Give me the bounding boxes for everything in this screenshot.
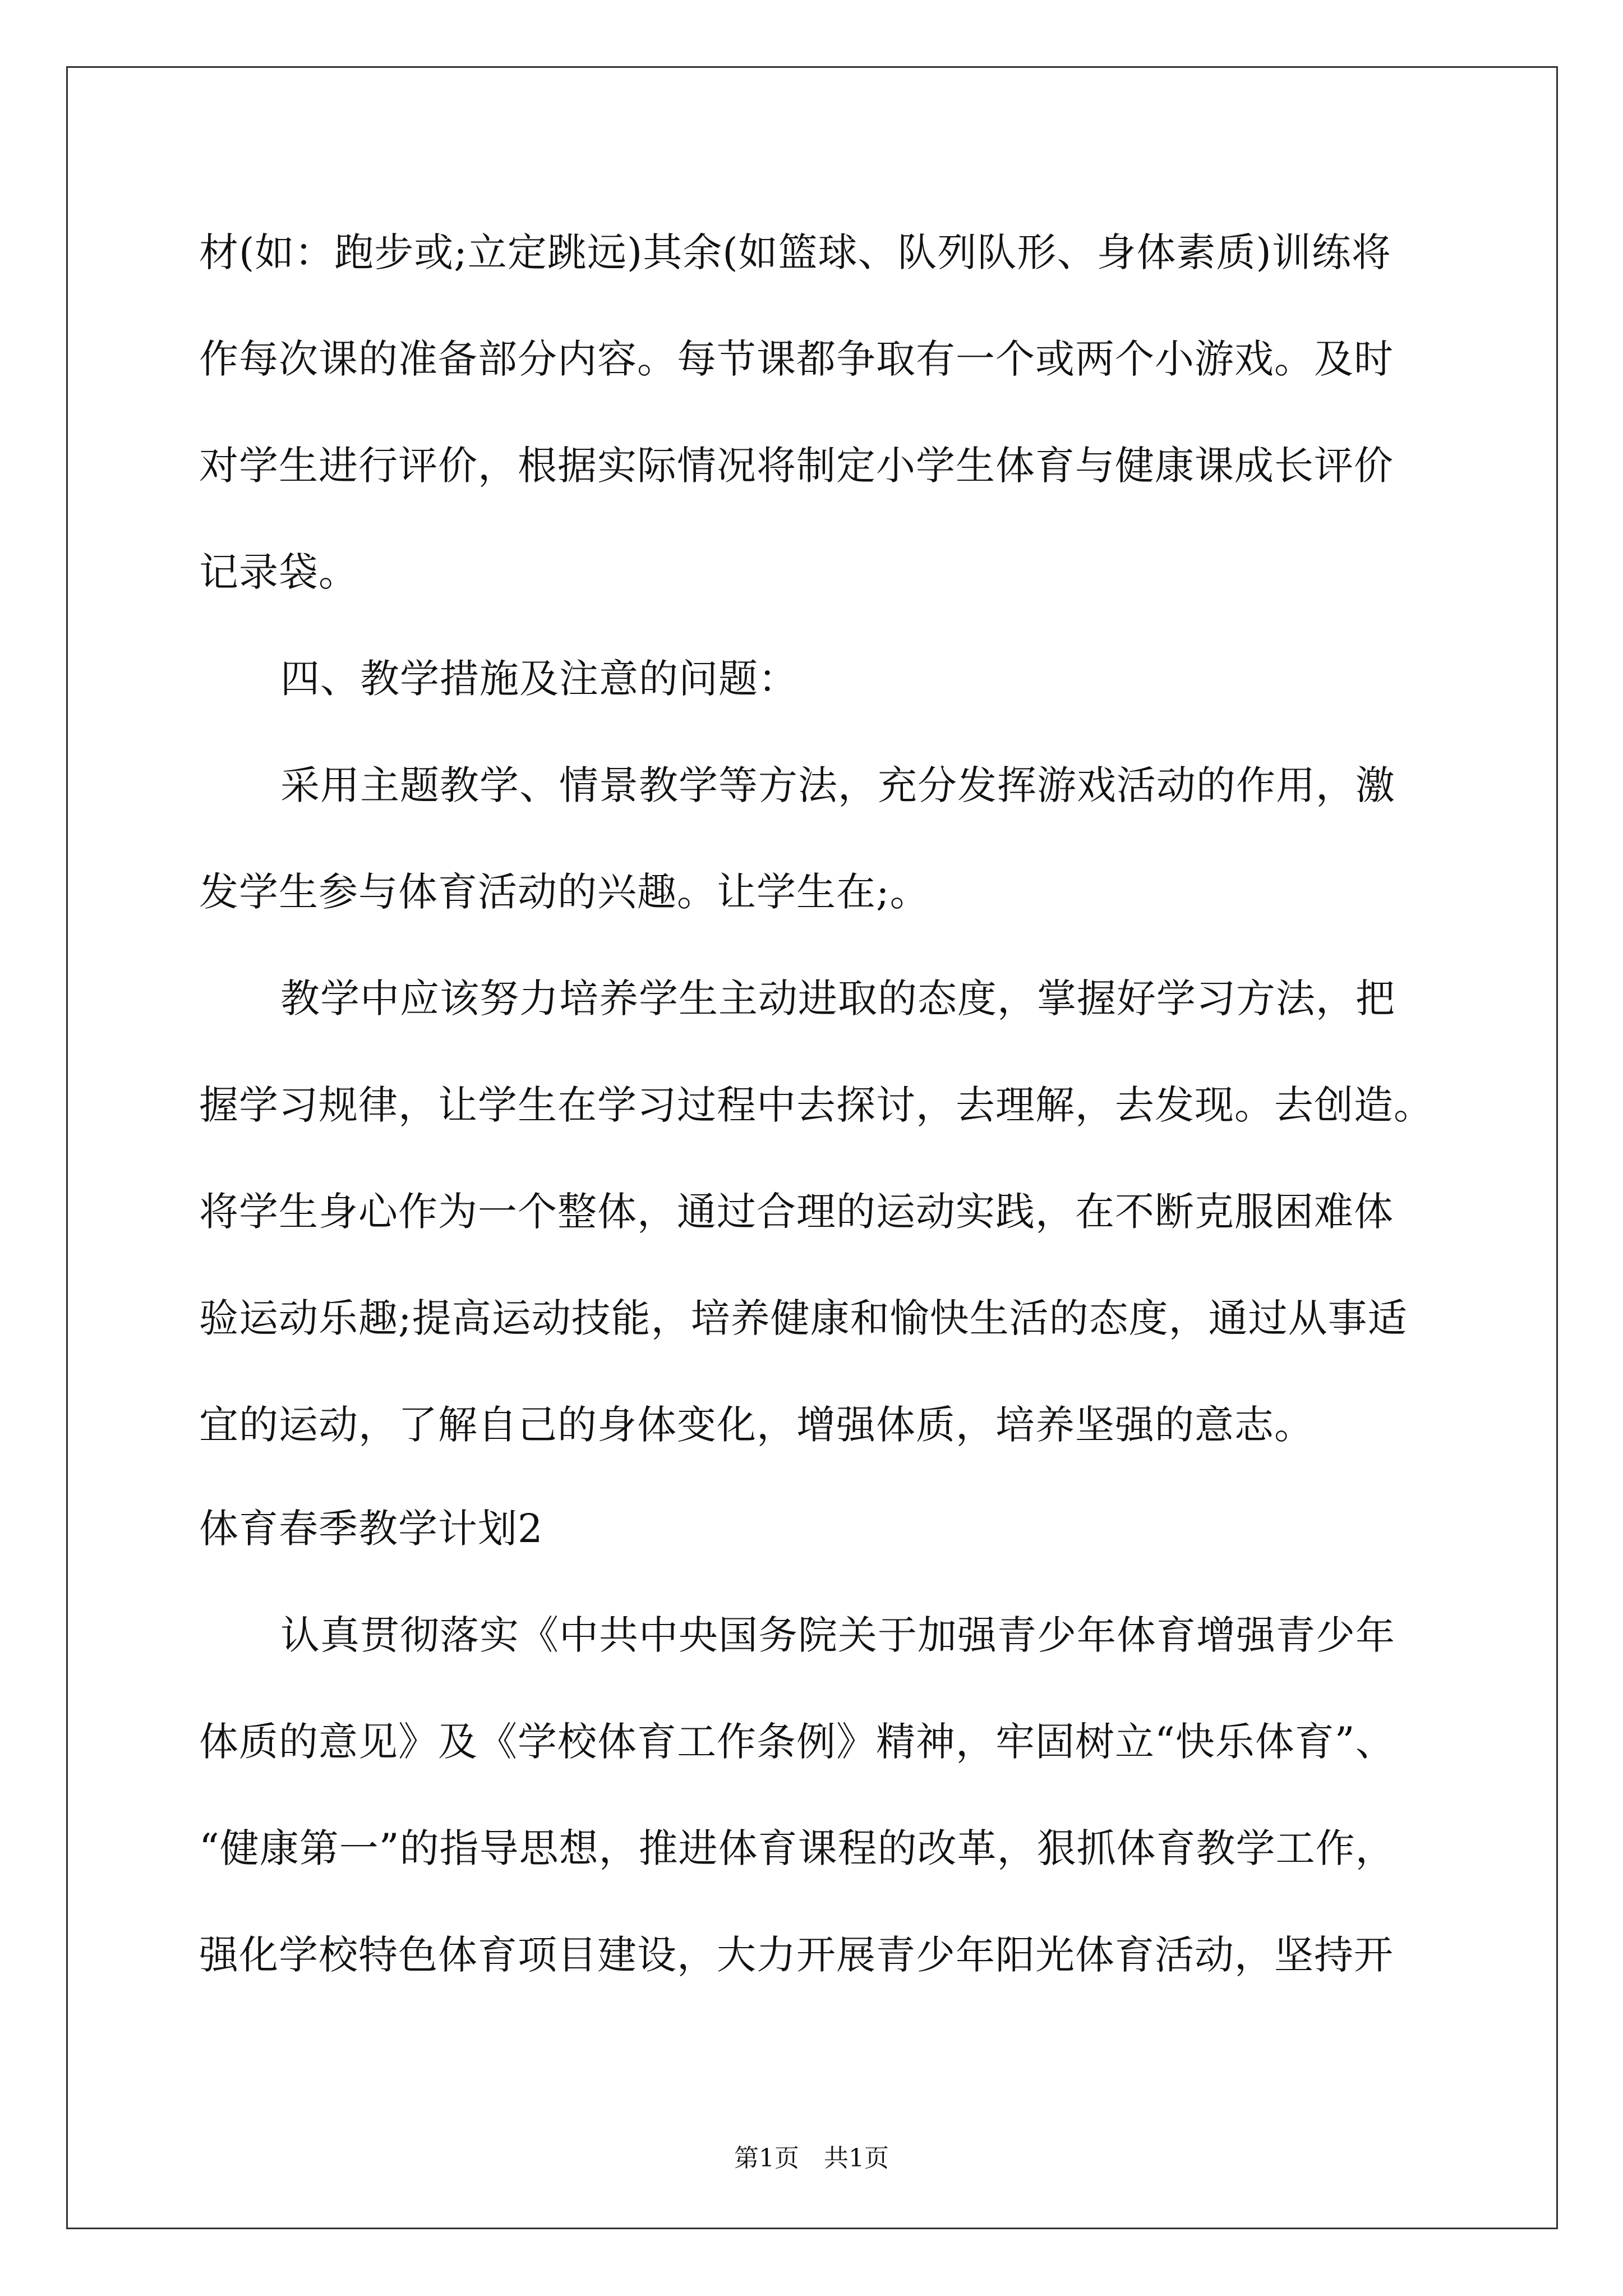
text-line: 教学中应该努力培养学生主动进取的态度，掌握好学习方法，把 <box>280 976 1395 1022</box>
text-line: 作每次课的准备部分内容。每节课都争取有一个或两个小游戏。及时 <box>199 336 1394 382</box>
text-line: 发学生参与体育活动的兴趣。让学生在;。 <box>199 869 930 915</box>
text-line: 对学生进行评价，根据实际情况将制定小学生体育与健康课成长评价 <box>199 443 1394 489</box>
text-line: 记录袋。 <box>199 549 358 595</box>
section-heading: 四、教学措施及注意的问题： <box>280 656 798 702</box>
text-line: 将学生身心作为一个整体，通过合理的运动实践，在不断克服困难体 <box>199 1189 1394 1235</box>
text-line: 握学习规律，让学生在学习过程中去探讨，去理解，去发现。去创造。 <box>199 1082 1433 1128</box>
text-line: 强化学校特色体育项目建设，大力开展青少年阳光体育活动，坚持开 <box>199 1932 1394 1978</box>
text-line: 认真贯彻落实《中共中央国务院关于加强青少年体育增强青少年 <box>280 1612 1395 1658</box>
text-line: 宜的运动，了解自己的身体变化，增强体质，培养坚强的意志。 <box>199 1402 1314 1448</box>
text-line: 体质的意见》及《学校体育工作条例》精神，牢固树立“快乐体育”、 <box>199 1719 1395 1765</box>
text-line: 材(如：跑步或;立定跳远)其余(如篮球、队列队形、身体素质)训练将 <box>199 229 1391 275</box>
page-footer: 第1页 共1页 <box>734 2144 889 2173</box>
section-title: 体育春季教学计划2 <box>199 1506 543 1552</box>
text-line: “健康第一”的指导思想，推进体育课程的改革，狠抓体育教学工作， <box>199 1825 1395 1871</box>
text-line: 验运动乐趣;提高运动技能，培养健康和愉快生活的态度，通过从事适 <box>199 1295 1408 1341</box>
text-line: 采用主题教学、情景教学等方法，充分发挥游戏活动的作用，激 <box>280 762 1395 808</box>
page-border <box>66 66 1558 2229</box>
